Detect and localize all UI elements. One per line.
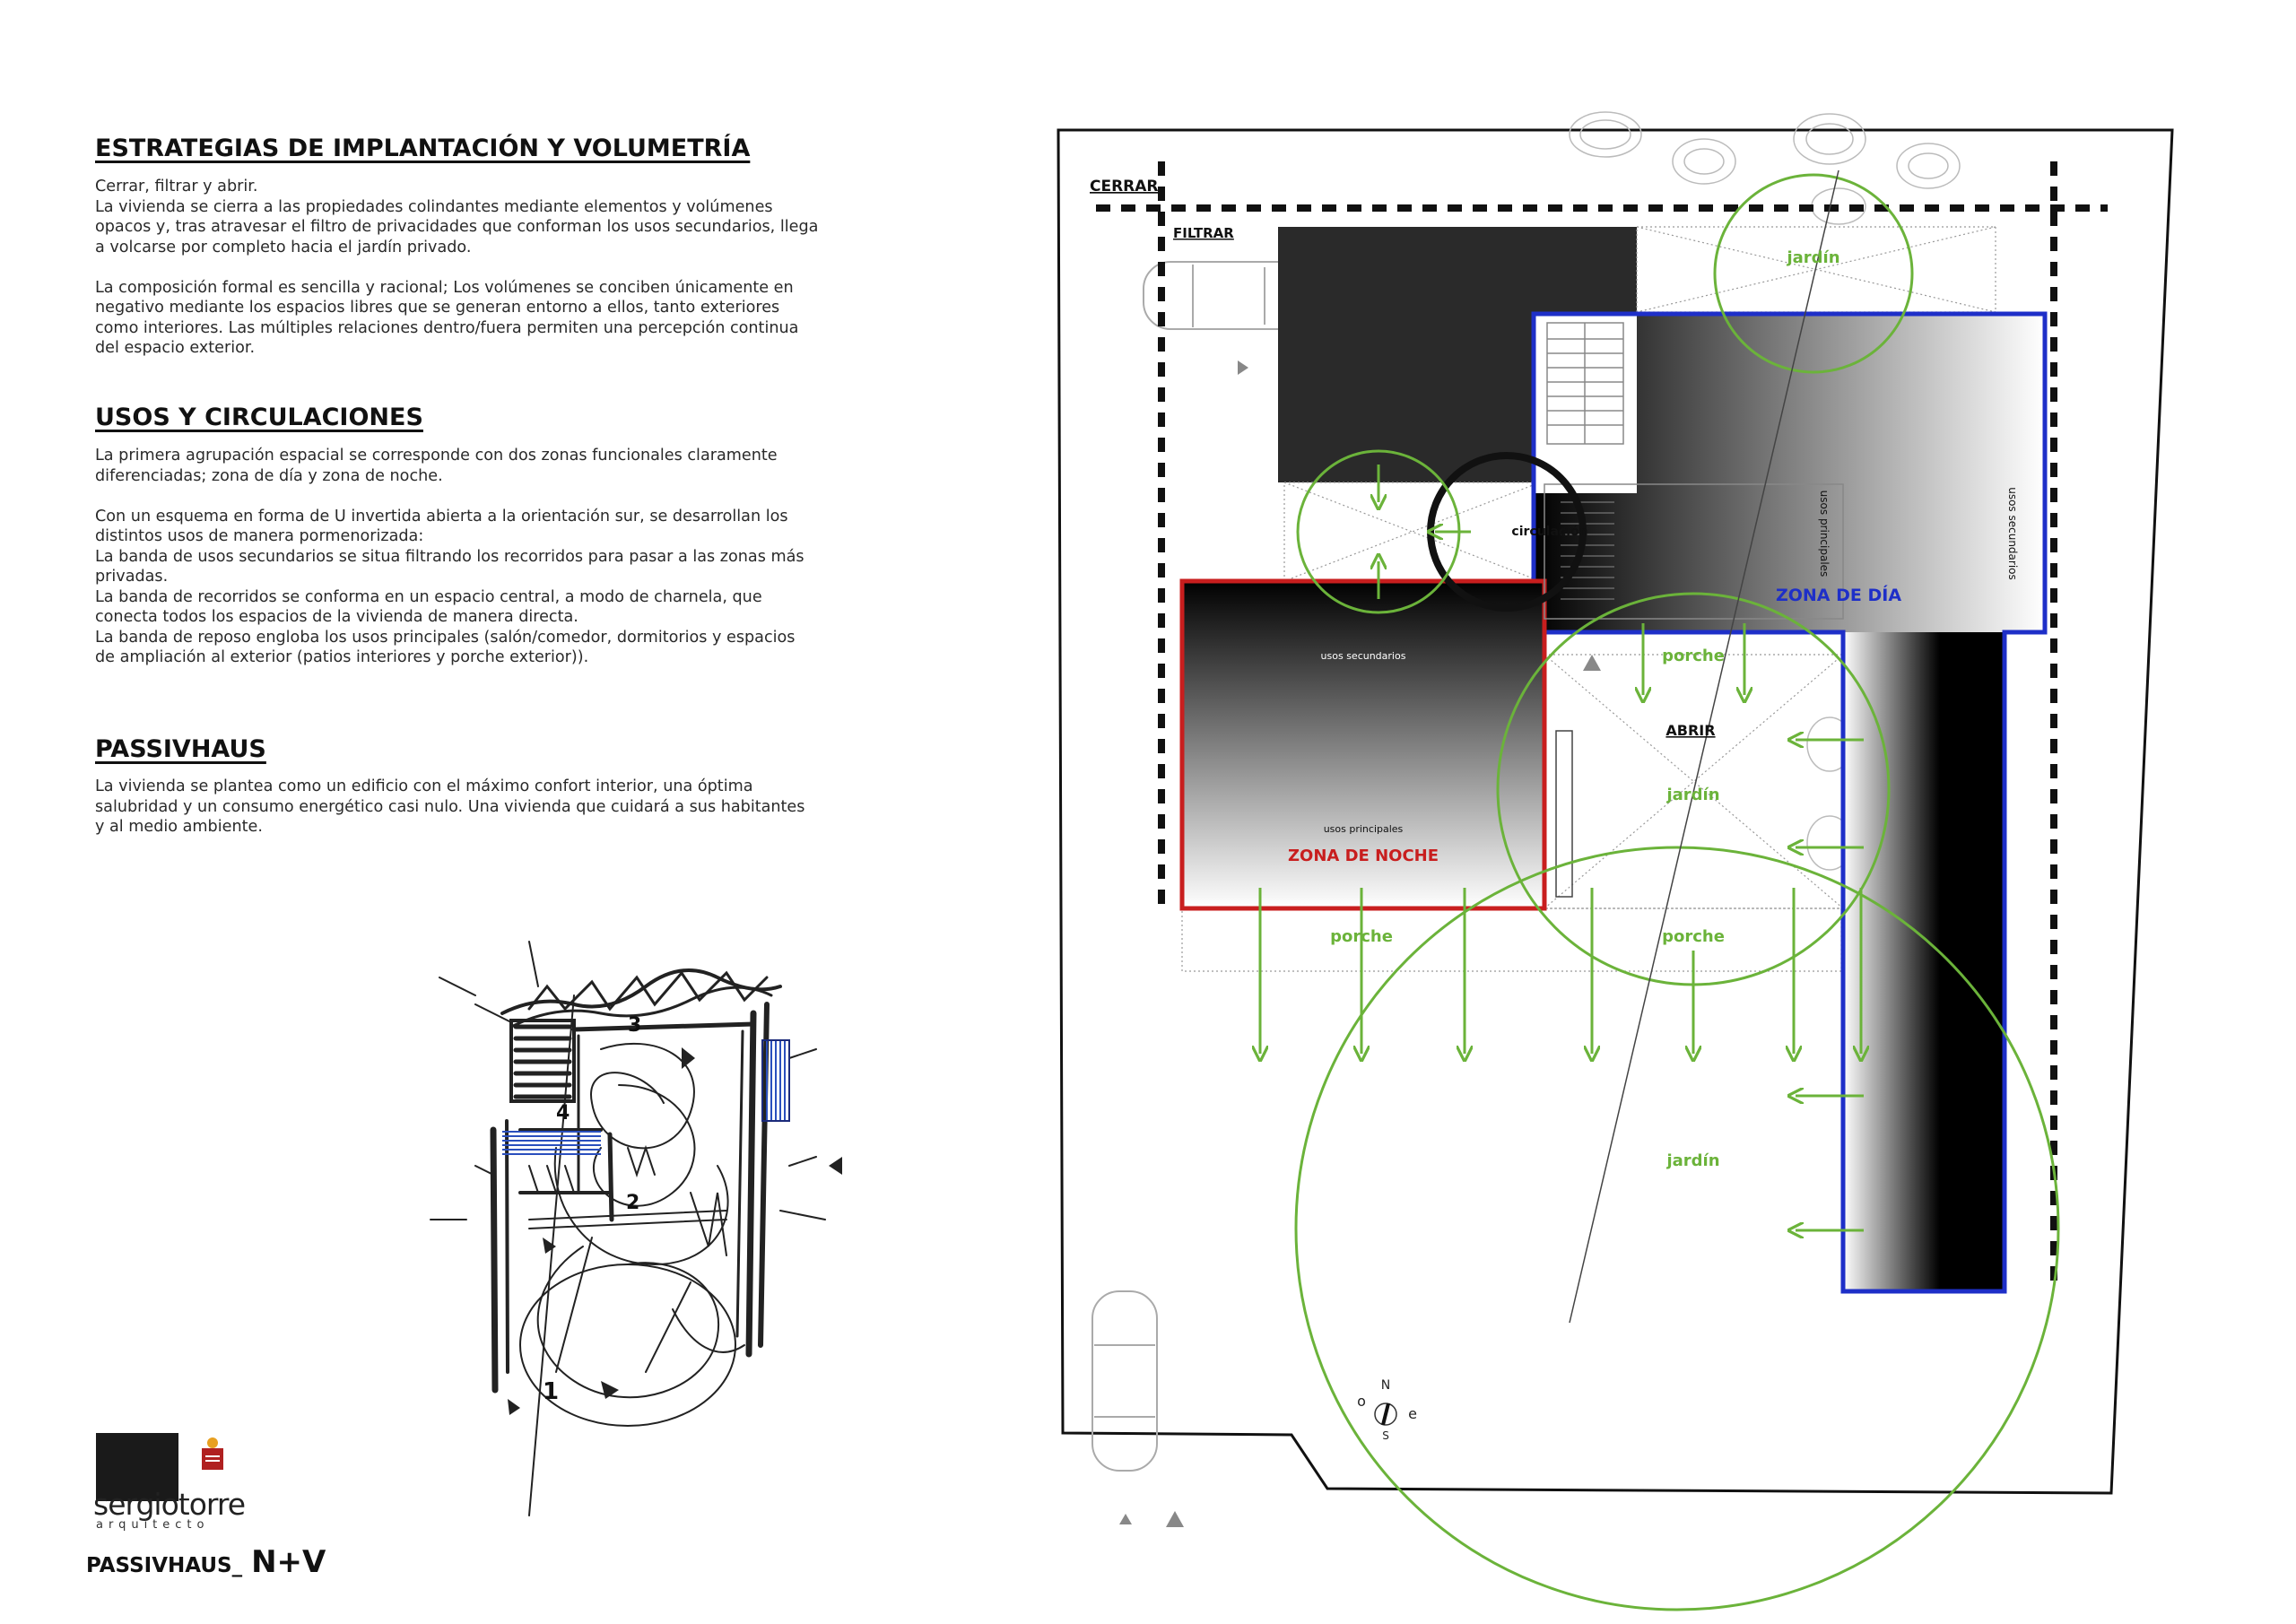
label-usos-principales-dia: usos principales: [1818, 490, 1831, 578]
label-jardin: jardín: [1666, 786, 1720, 804]
compass-icon: [1375, 1403, 1396, 1425]
heading-usos: USOS Y CIRCULACIONES: [95, 404, 423, 431]
compass-n: N: [1380, 1378, 1391, 1393]
text-line: opacos y, tras atravesar el filtro de privacidades que conforman los usos secundarios, llega: [95, 218, 819, 236]
heading-passivhaus: PASSIVHAUS: [95, 735, 266, 763]
label-abrir: ABRIR: [1665, 722, 1716, 739]
text-line: La primera agrupación espacial se corresponde con dos zonas funcionales claramente: [95, 447, 778, 465]
label-zona-noche: ZONA DE NOCHE: [1287, 847, 1439, 865]
text-line: Con un esquema en forma de U invertida abierta a la orientación sur, se desarrollan los: [95, 507, 788, 525]
text-line: La composición formal es sencilla y racional; Los volúmenes se conciben únicamente en: [95, 278, 794, 297]
text-line: como interiores. Las múltiples relaciones dentro/fuera permiten una percepción continua: [95, 318, 799, 337]
label-porche: porche: [1662, 927, 1725, 946]
wall-element: [1556, 731, 1572, 897]
text-line: diferenciadas; zona de día y zona de noche.: [95, 466, 443, 485]
text-line: conecta todos los espacios de la vivienda de manera directa.: [95, 608, 578, 626]
car-icon: [1092, 1291, 1157, 1471]
label-cerrar: CERRAR: [1090, 178, 1159, 195]
text-line: distintos usos de manera pormenorizada:: [95, 527, 424, 545]
label-usos-secundarios-noche: usos secundarios: [1320, 650, 1406, 662]
label-zona-dia: ZONA DE DÍA: [1775, 586, 1902, 605]
text-line: La banda de recorridos se conforma en un espacio central, a modo de charnela, que: [95, 587, 762, 606]
text-line: La vivienda se cierra a las propiedades colindantes mediante elementos y volúmenes: [95, 197, 773, 216]
compass-o: o: [1357, 1393, 1366, 1410]
label-usos-secundarios-dia: usos secundarios: [2006, 487, 2019, 580]
project-title-suffix: N+V: [251, 1544, 326, 1580]
label-usos-principales-noche: usos principales: [1323, 823, 1404, 835]
label-porche: porche: [1662, 647, 1725, 665]
text-line: de ampliación al exterior (patios interiores y porche exterior)).: [95, 648, 589, 666]
text-line: y al medio ambiente.: [95, 818, 263, 836]
project-title-main: PASSIVHAUS_: [86, 1554, 243, 1577]
label-circulacion: circulación: [1511, 525, 1588, 539]
text-line: La banda de reposo engloba los usos principales (salón/comedor, dormitorios y espacios: [95, 628, 796, 647]
logo-subtitle: arquitecto: [96, 1518, 210, 1532]
sketch-number: 1: [543, 1378, 560, 1405]
sketch-number: 4: [556, 1102, 570, 1125]
text-line: Cerrar, filtrar y abrir.: [95, 178, 258, 195]
logo-name: sergiotorre: [93, 1487, 246, 1522]
sketch-number: 2: [626, 1192, 640, 1214]
text-line: a volcarse por completo hacia el jardín privado.: [95, 238, 472, 256]
heading-estrategias: ESTRATEGIAS DE IMPLANTACIÓN Y VOLUMETRÍA: [95, 135, 751, 162]
text-line: negativo mediante los espacios libres que se generan entorno a ellos, tanto exteriores: [95, 299, 780, 317]
text-line: salubridad y un consumo energético casi nulo. Una vivienda que cuidará a sus habitantes: [95, 797, 805, 816]
label-jardin: jardín: [1666, 1151, 1720, 1170]
text-line: La banda de usos secundarios se situa filtrando los recorridos para pasar a las zonas más: [95, 547, 804, 566]
day-band: [1843, 632, 2005, 1291]
text-line: del espacio exterior.: [95, 339, 256, 357]
label-jardin: jardín: [1787, 248, 1840, 267]
compass-s: S: [1382, 1429, 1389, 1442]
compass-e: e: [1408, 1405, 1417, 1422]
text-line: privadas.: [95, 568, 169, 586]
text-line: La vivienda se plantea como un edificio con el máximo confort interior, una óptima: [95, 777, 753, 795]
label-filtrar: FILTRAR: [1173, 225, 1234, 241]
sketch-number: 3: [628, 1014, 642, 1037]
label-porche: porche: [1330, 927, 1393, 946]
